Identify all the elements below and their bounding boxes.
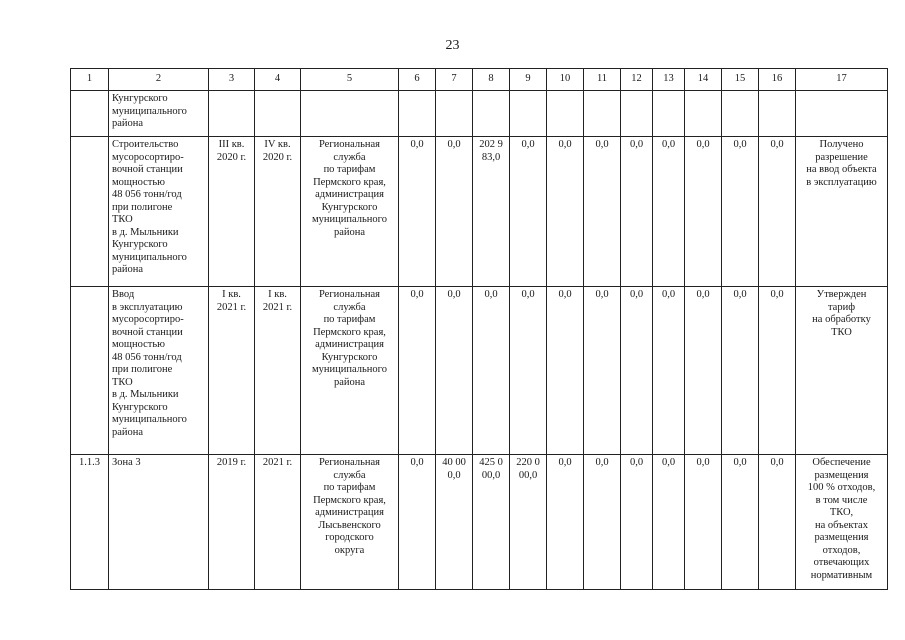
cell-value: 0,0 bbox=[436, 137, 473, 287]
cell-value bbox=[621, 91, 653, 137]
cell-value bbox=[436, 91, 473, 137]
cell-end: I кв. 2021 г. bbox=[255, 287, 301, 455]
cell-value: 0,0 bbox=[685, 287, 722, 455]
column-header: 13 bbox=[653, 69, 685, 91]
cell-value: 0,0 bbox=[621, 455, 653, 590]
cell-value: 0,0 bbox=[722, 287, 759, 455]
column-header: 17 bbox=[796, 69, 888, 91]
column-header: 9 bbox=[510, 69, 547, 91]
column-header: 14 bbox=[685, 69, 722, 91]
cell-value: 0,0 bbox=[547, 137, 584, 287]
cell-value: 0,0 bbox=[653, 455, 685, 590]
cell-value: 220 0 00,0 bbox=[510, 455, 547, 590]
cell-value: 0,0 bbox=[722, 137, 759, 287]
table-row bbox=[71, 91, 888, 137]
column-header: 12 bbox=[621, 69, 653, 91]
cell-value: 0,0 bbox=[399, 137, 436, 287]
cell-value: 0,0 bbox=[584, 137, 621, 287]
page-number: 23 bbox=[445, 38, 460, 53]
cell-end bbox=[255, 91, 301, 137]
cell-value: 0,0 bbox=[759, 455, 796, 590]
cell-result bbox=[796, 91, 888, 137]
cell-value bbox=[685, 91, 722, 137]
cell-value bbox=[653, 91, 685, 137]
column-header: 2 bbox=[109, 69, 209, 91]
cell-value bbox=[584, 91, 621, 137]
column-header: 4 bbox=[255, 69, 301, 91]
cell-start: III кв. 2020 г. bbox=[209, 137, 255, 287]
cell-value: 0,0 bbox=[399, 455, 436, 590]
cell-end: 2021 г. bbox=[255, 455, 301, 590]
cell-responsible: Региональная служба по тарифам Пермского края, администрация Лысьвенского городского округа bbox=[301, 455, 399, 590]
cell-value: 0,0 bbox=[584, 455, 621, 590]
cell-value: 0,0 bbox=[473, 287, 510, 455]
cell-value bbox=[759, 91, 796, 137]
cell-value: 0,0 bbox=[584, 287, 621, 455]
column-header: 16 bbox=[759, 69, 796, 91]
column-header: 5 bbox=[301, 69, 399, 91]
column-header: 1 bbox=[71, 69, 109, 91]
column-header: 8 bbox=[473, 69, 510, 91]
column-header: 7 bbox=[436, 69, 473, 91]
column-header: 15 bbox=[722, 69, 759, 91]
cell-value: 0,0 bbox=[685, 455, 722, 590]
cell-number bbox=[71, 287, 109, 455]
cell-responsible: Региональная служба по тарифам Пермского края, администрация Кунгурского муниципального района bbox=[301, 137, 399, 287]
cell-value: 0,0 bbox=[759, 287, 796, 455]
column-header: 3 bbox=[209, 69, 255, 91]
table-row bbox=[71, 137, 888, 287]
table-row bbox=[71, 287, 888, 455]
cell-start: I кв. 2021 г. bbox=[209, 287, 255, 455]
cell-value: 202 9 83,0 bbox=[473, 137, 510, 287]
header-row bbox=[71, 69, 888, 91]
cell-value: 0,0 bbox=[759, 137, 796, 287]
cell-start bbox=[209, 91, 255, 137]
cell-value: 0,0 bbox=[653, 287, 685, 455]
cell-value: 40 00 0,0 bbox=[436, 455, 473, 590]
cell-value: 0,0 bbox=[621, 137, 653, 287]
cell-value: 0,0 bbox=[722, 455, 759, 590]
cell-value: 425 0 00,0 bbox=[473, 455, 510, 590]
cell-value bbox=[473, 91, 510, 137]
cell-value: 0,0 bbox=[547, 455, 584, 590]
cell-value bbox=[547, 91, 584, 137]
cell-value: 0,0 bbox=[399, 287, 436, 455]
column-header: 6 bbox=[399, 69, 436, 91]
table-row bbox=[71, 455, 888, 590]
cell-value: 0,0 bbox=[653, 137, 685, 287]
cell-value: 0,0 bbox=[547, 287, 584, 455]
cell-responsible: Региональная служба по тарифам Пермского края, администрация Кунгурского муниципального района bbox=[301, 287, 399, 455]
cell-number: 1.1.3 bbox=[71, 455, 109, 590]
cell-number bbox=[71, 91, 109, 137]
column-header: 11 bbox=[584, 69, 621, 91]
cell-start: 2019 г. bbox=[209, 455, 255, 590]
cell-value: 0,0 bbox=[436, 287, 473, 455]
cell-result: Утвержден тариф на обработку ТКО bbox=[796, 287, 888, 455]
cell-value bbox=[510, 91, 547, 137]
cell-responsible bbox=[301, 91, 399, 137]
cell-value: 0,0 bbox=[685, 137, 722, 287]
cell-event: Зона 3 bbox=[109, 455, 209, 590]
cell-end: IV кв. 2020 г. bbox=[255, 137, 301, 287]
cell-number bbox=[71, 137, 109, 287]
column-header: 10 bbox=[547, 69, 584, 91]
cell-event: Строительство мусоросортиро- вочной станции мощностью 48 056 тонн/год при полигоне ТКО в д. Мыльники Кунгурского муниципального района bbox=[109, 137, 209, 287]
plan-table bbox=[70, 68, 888, 590]
cell-value bbox=[722, 91, 759, 137]
cell-result: Обеспечение размещения 100 % отходов, в том числе ТКО, на объектах размещения отходов, отвечающих нормативным bbox=[796, 455, 888, 590]
cell-event: Кунгурского муниципального района bbox=[109, 91, 209, 137]
cell-value: 0,0 bbox=[510, 137, 547, 287]
cell-value: 0,0 bbox=[510, 287, 547, 455]
cell-result: Получено разрешение на ввод объекта в эксплуатацию bbox=[796, 137, 888, 287]
cell-event: Ввод в эксплуатацию мусоросортиро- вочной станции мощностью 48 056 тонн/год при полигоне ТКО в д. Мыльники Кунгурского муниципального района bbox=[109, 287, 209, 455]
cell-value bbox=[399, 91, 436, 137]
cell-value: 0,0 bbox=[621, 287, 653, 455]
